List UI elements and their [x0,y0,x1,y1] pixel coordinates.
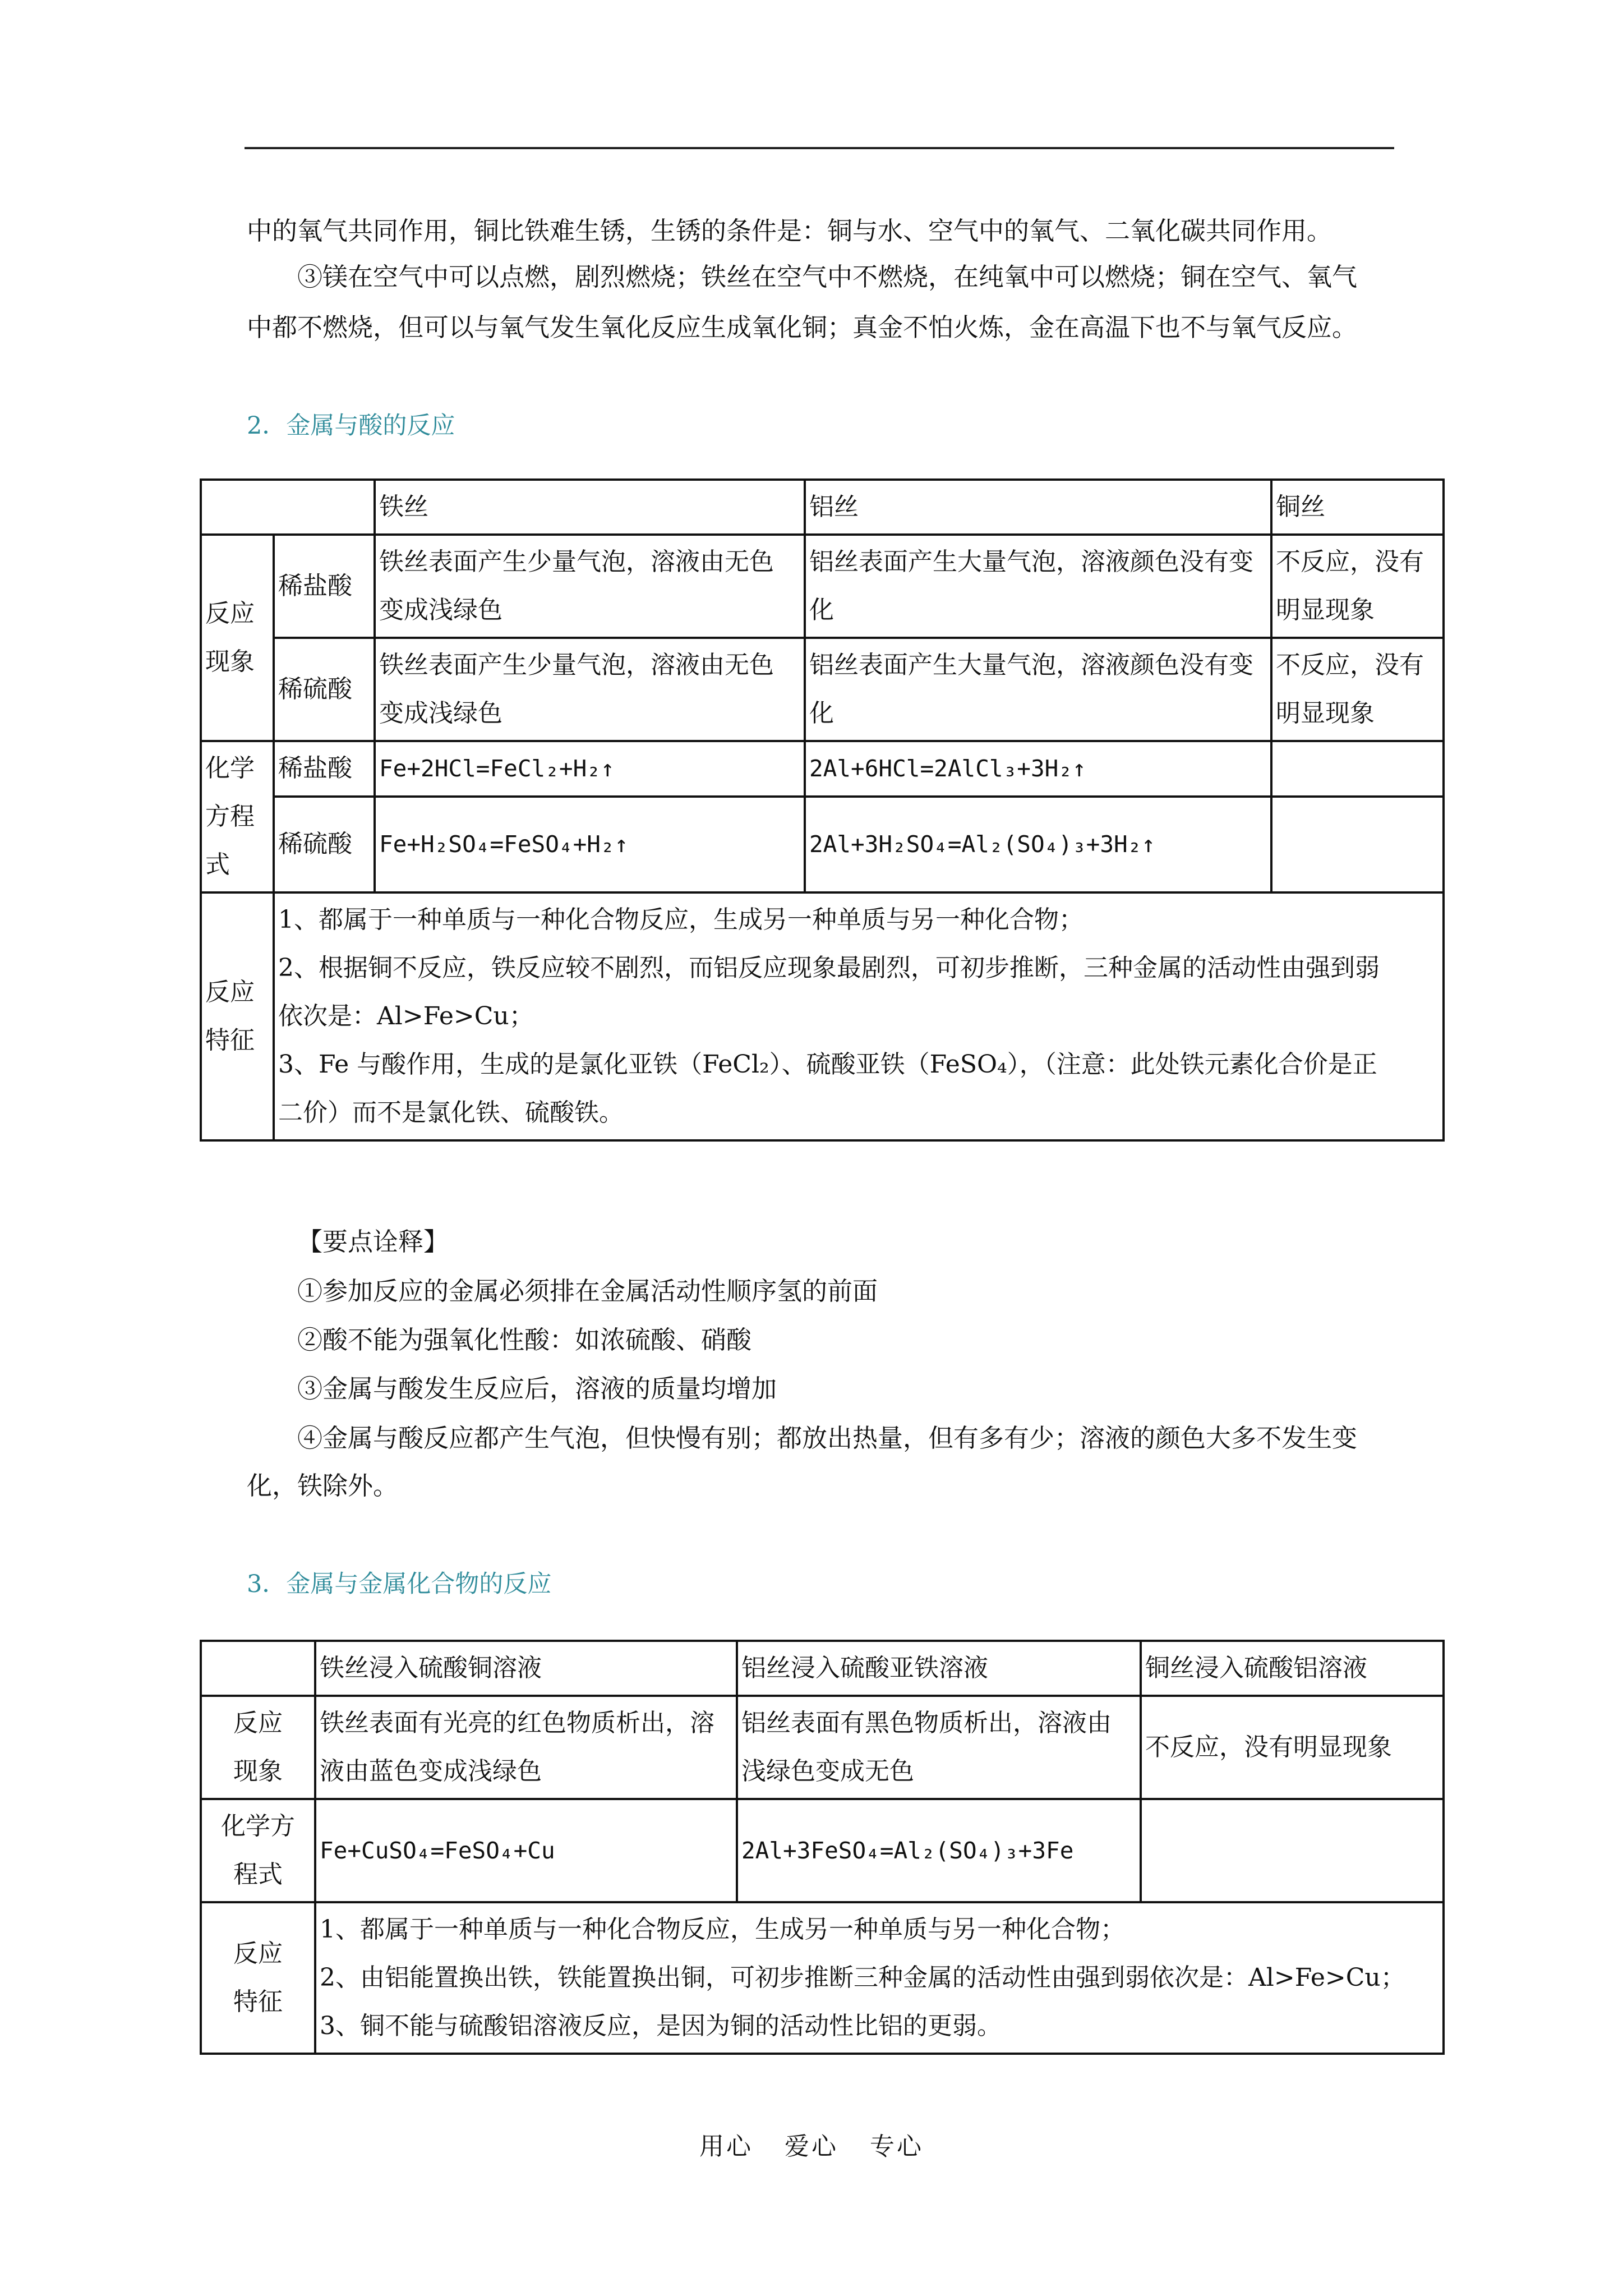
cell-text: 不反应，没有 [1276,547,1424,576]
header-rule [245,147,1394,149]
label-line: 程式 [233,1860,283,1889]
header-fe-cuso4: 铁丝浸入硫酸铜溶液 [315,1641,737,1696]
feature-content [315,1902,1444,2054]
label-line: 特征 [233,1987,283,2016]
note-4b: 化，铁除外。 [247,1471,399,1501]
equation-al-feso4: 2Al+3FeSO₄=Al₂(SO₄)₃+3Fe [737,1799,1141,1902]
footer-word-1: 用心 [699,2132,753,2161]
header-cu-al2so43: 铜丝浸入硫酸铝溶液 [1141,1641,1444,1696]
equation-label [201,1799,315,1902]
note-3: ③金属与酸发生反应后，溶液的质量均增加 [297,1374,777,1404]
feature-line: 3、Fe 与酸作用，生成的是氯化亚铁（FeCl₂）、硫酸亚铁（FeSO₄），（注意：此处铁元素化合价是正 [278,1050,1377,1079]
label-line: 化学方 [221,1812,295,1841]
header-copper: 铜丝 [1271,480,1444,535]
cell-cu-hcl-phenomenon [1271,535,1444,638]
acid-reaction-table [200,478,1445,1142]
cell-text: 化 [809,699,834,728]
cell-text: 铝丝表面产生大量气泡，溶液颜色没有变 [809,547,1253,576]
notes-title: 【要点诠释】 [297,1227,449,1257]
equation-fe-hcl: Fe+2HCl=FeCl₂+H₂↑ [375,741,805,797]
feature-line: 2、根据铜不反应，铁反应较不剧烈，而铝反应现象最剧烈，可初步推断，三种金属的活动性由强到弱 [278,954,1380,982]
equation-cu-hcl-empty [1271,741,1444,797]
feature-line: 二价）而不是氯化铁、硫酸铁。 [278,1098,624,1127]
label-line: 现象 [233,1757,283,1786]
cell-cu-phenomenon: 不反应，没有明显现象 [1141,1696,1444,1799]
acid-label-hcl: 稀盐酸 [274,741,375,797]
displacement-table [200,1640,1445,2055]
table-corner-cell [201,1641,315,1696]
cell-al-h2so4-phenomenon [805,638,1271,741]
cell-text: 铝丝表面产生大量气泡，溶液颜色没有变 [809,651,1253,679]
feature-line: 依次是：Al>Fe>Cu； [278,1002,534,1030]
section-3-title: 3．金属与金属化合物的反应 [247,1570,552,1598]
section-2-title: 2．金属与酸的反应 [247,412,455,440]
note-4a: ④金属与酸反应都产生气泡，但快慢有别；都放出热量，但有多有少；溶液的颜色大多不发生变 [297,1423,1358,1453]
footer-word-3: 专心 [870,2132,924,2161]
cell-al-phenomenon [737,1696,1141,1799]
cell-text: 铁丝表面产生少量气泡，溶液由无色 [379,651,774,679]
cell-text: 铁丝表面产生少量气泡，溶液由无色 [379,547,774,576]
header-aluminum: 铝丝 [805,480,1271,535]
phenomenon-label: 反应现象 [201,535,274,741]
feature-content [274,892,1444,1140]
cell-text: 液由蓝色变成浅绿色 [320,1757,542,1786]
intro-line-2: ③镁在空气中可以点燃，剧烈燃烧；铁丝在空气中不燃烧，在纯氧中可以燃烧；铜在空气、氧气 [297,262,1358,292]
acid-label-hcl: 稀盐酸 [274,535,375,638]
equation-al-h2so4: 2Al+3H₂SO₄=Al₂(SO₄)₃+3H₂↑ [805,797,1271,892]
equation-cu-h2so4-empty [1271,797,1444,892]
acid-label-h2so4: 稀硫酸 [274,638,375,741]
cell-iron-hcl-phenomenon [375,535,805,638]
label-line: 反应 [233,1939,283,1968]
feature-label: 反应特征 [201,892,274,1140]
cell-text: 明显现象 [1276,699,1375,728]
acid-label-h2so4: 稀硫酸 [274,797,375,892]
page-footer [0,2126,1623,2162]
feature-line: 3、铜不能与硫酸铝溶液反应，是因为铜的活动性比铝的更弱。 [320,2012,1002,2040]
cell-text: 铁丝表面有光亮的红色物质析出，溶 [320,1709,714,1737]
cell-fe-phenomenon [315,1696,737,1799]
cell-text: 变成浅绿色 [379,699,502,728]
equation-cu-empty [1141,1799,1444,1902]
cell-al-hcl-phenomenon [805,535,1271,638]
cell-cu-h2so4-phenomenon [1271,638,1444,741]
header-al-feso4: 铝丝浸入硫酸亚铁溶液 [737,1641,1141,1696]
cell-text: 浅绿色变成无色 [741,1757,914,1786]
label-line: 反应 [233,1709,283,1737]
cell-iron-h2so4-phenomenon [375,638,805,741]
intro-line-3: 中都不燃烧，但可以与氧气发生氧化反应生成氧化铜；真金不怕火炼，金在高温下也不与氧气反应。 [247,312,1358,342]
note-1: ①参加反应的金属必须排在金属活动性顺序氢的前面 [297,1276,878,1306]
intro-line-1: 中的氧气共同作用，铜比铁难生锈，生锈的条件是：铜与水、空气中的氧气、二氧化碳共同作用。 [247,216,1332,246]
footer-word-2: 爱心 [785,2132,838,2161]
equation-fe-cuso4: Fe+CuSO₄=FeSO₄+Cu [315,1799,737,1902]
note-2: ②酸不能为强氧化性酸：如浓硫酸、硝酸 [297,1325,752,1355]
cell-text: 明显现象 [1276,596,1375,624]
cell-text: 化 [809,596,834,624]
feature-label [201,1902,315,2054]
cell-text: 变成浅绿色 [379,596,502,624]
equation-al-hcl: 2Al+6HCl=2AlCl₃+3H₂↑ [805,741,1271,797]
cell-text: 铝丝表面有黑色物质析出，溶液由 [741,1709,1112,1737]
feature-line: 1、都属于一种单质与一种化合物反应，生成另一种单质与另一种化合物； [278,905,1083,934]
phenomenon-label [201,1696,315,1799]
table-corner-cell [201,480,375,535]
feature-line: 2、由铝能置换出铁，铁能置换出铜，可初步推断三种金属的活动性由强到弱依次是：Al>Fe>Cu； [320,1963,1405,1992]
feature-line: 1、都属于一种单质与一种化合物反应，生成另一种单质与另一种化合物； [320,1915,1125,1944]
header-iron: 铁丝 [375,480,805,535]
cell-text: 不反应，没有 [1276,651,1424,679]
equation-label: 化学方程式 [201,741,274,892]
equation-fe-h2so4: Fe+H₂SO₄=FeSO₄+H₂↑ [375,797,805,892]
